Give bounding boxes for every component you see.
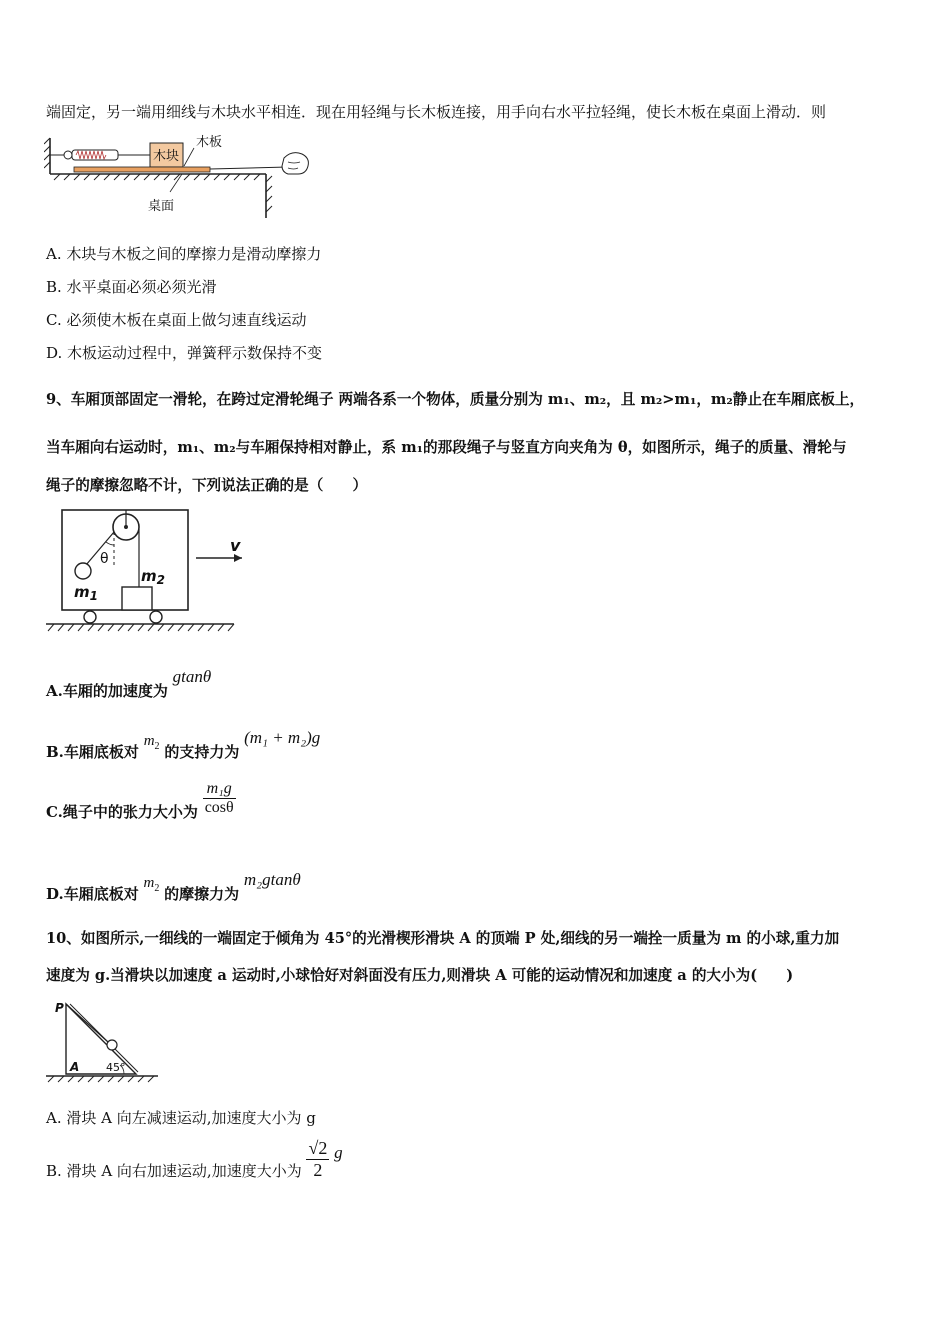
q9-option-c-numerator: m₁g [203, 780, 236, 799]
q9-option-c [46, 780, 236, 832]
m1-label: m [74, 583, 90, 601]
q9-option-a-math: gtanθ [172, 667, 212, 686]
q10-option-b-denominator: 2 [313, 1160, 323, 1180]
q9-option-d [46, 869, 301, 905]
q9-option-d-math: m₂gtanθ [243, 870, 301, 889]
q9-option-a [46, 666, 211, 702]
q9-option-b-text2: 的支持力为 [164, 743, 240, 761]
theta-label: θ [100, 551, 109, 567]
q9-option-b-text1: B.车厢底板对 [46, 743, 139, 761]
m2-label: m [141, 567, 157, 585]
block-label: 木块 [152, 149, 180, 164]
wedge-ball-figure [44, 998, 164, 1084]
m2-sub: 2 [156, 573, 165, 587]
spring-scale-board-figure [44, 130, 314, 222]
q10-option-b-text: B. 滑块 A 向右加速运动,加速度大小为 [46, 1161, 302, 1180]
train-car-pulley-figure [44, 505, 254, 637]
board-label: 木板 [196, 135, 223, 150]
q9-option-d-text1: D.车厢底板对 [46, 885, 139, 903]
q10-option-b-numerator: √2 [308, 1138, 328, 1158]
q8-option-c: C. 必须使木板在桌面上做匀速直线运动 [46, 311, 307, 329]
q9-stem-line2: 当车厢向右运动时，m₁、m₂与车厢保持相对静止，系 m₁的那段绳子与竖直方向夹角为 θ，如图所示，绳子的质量、滑轮与 [46, 439, 847, 456]
q9-option-d-text2: 的摩擦力为 [164, 885, 240, 903]
q9-option-b-m2-sub: 2 [154, 741, 160, 752]
q8-option-b: B. 水平桌面必须必须光滑 [46, 278, 217, 296]
point-p-label: P [55, 1001, 64, 1015]
q9-option-c-denominator: cosθ [204, 799, 234, 816]
q10-option-b-g: g [334, 1142, 343, 1162]
q9-option-c-text: C.绳子中的张力大小为 [46, 802, 198, 821]
q10-stem-line1: 10、如图所示,一细线的一端固定于倾角为 45°的光滑楔形滑块 A 的顶端 P 处,细线的另一端拴一质量为 m 的小球,重力加 [46, 930, 840, 947]
intro-text: 端固定，另一端用细线与木块水平相连．现在用轻绳与长木板连接，用手向右水平拉轻绳，使长木板在桌面上滑动．则 [46, 103, 827, 121]
q10-option-b [46, 1140, 343, 1196]
table-label: 桌面 [148, 199, 175, 214]
block-a-label: A [70, 1060, 80, 1074]
q10-option-a: A. 滑块 A 向左减速运动,加速度大小为 g [46, 1109, 316, 1127]
q9-stem-line3: 绳子的摩擦忽略不计，下列说法正确的是（ ） [46, 477, 368, 494]
q8-option-d: D. 木板运动过程中，弹簧秤示数保持不变 [46, 344, 323, 362]
q9-option-a-text: A.车厢的加速度为 [46, 682, 168, 700]
q10-stem-line2: 速度为 g.当滑块以加速度 a 运动时,小球恰好对斜面没有压力,则滑块 A 可能的运动情况和加速度 a 的大小为( ) [46, 967, 794, 984]
q9-option-b [46, 727, 320, 763]
q9-stem-line1: 9、车厢顶部固定一滑轮，在跨过定滑轮绳子 两端各系一个物体，质量分别为 m₁、m₂，且 m₂>m₁，m₂静止在车厢底板上， [46, 391, 865, 408]
q9-option-b-m2: m [143, 733, 155, 749]
q9-option-b-math: (m₁ + m₂)g [244, 728, 321, 747]
m1-sub: 1 [89, 589, 98, 603]
q9-option-d-m2-sub: 2 [154, 883, 160, 894]
q9-option-d-m2: m [143, 875, 155, 891]
velocity-label: v [230, 536, 241, 555]
angle-label: 45° [106, 1061, 126, 1074]
q8-option-a: A. 木块与木板之间的摩擦力是滑动摩擦力 [46, 245, 322, 263]
